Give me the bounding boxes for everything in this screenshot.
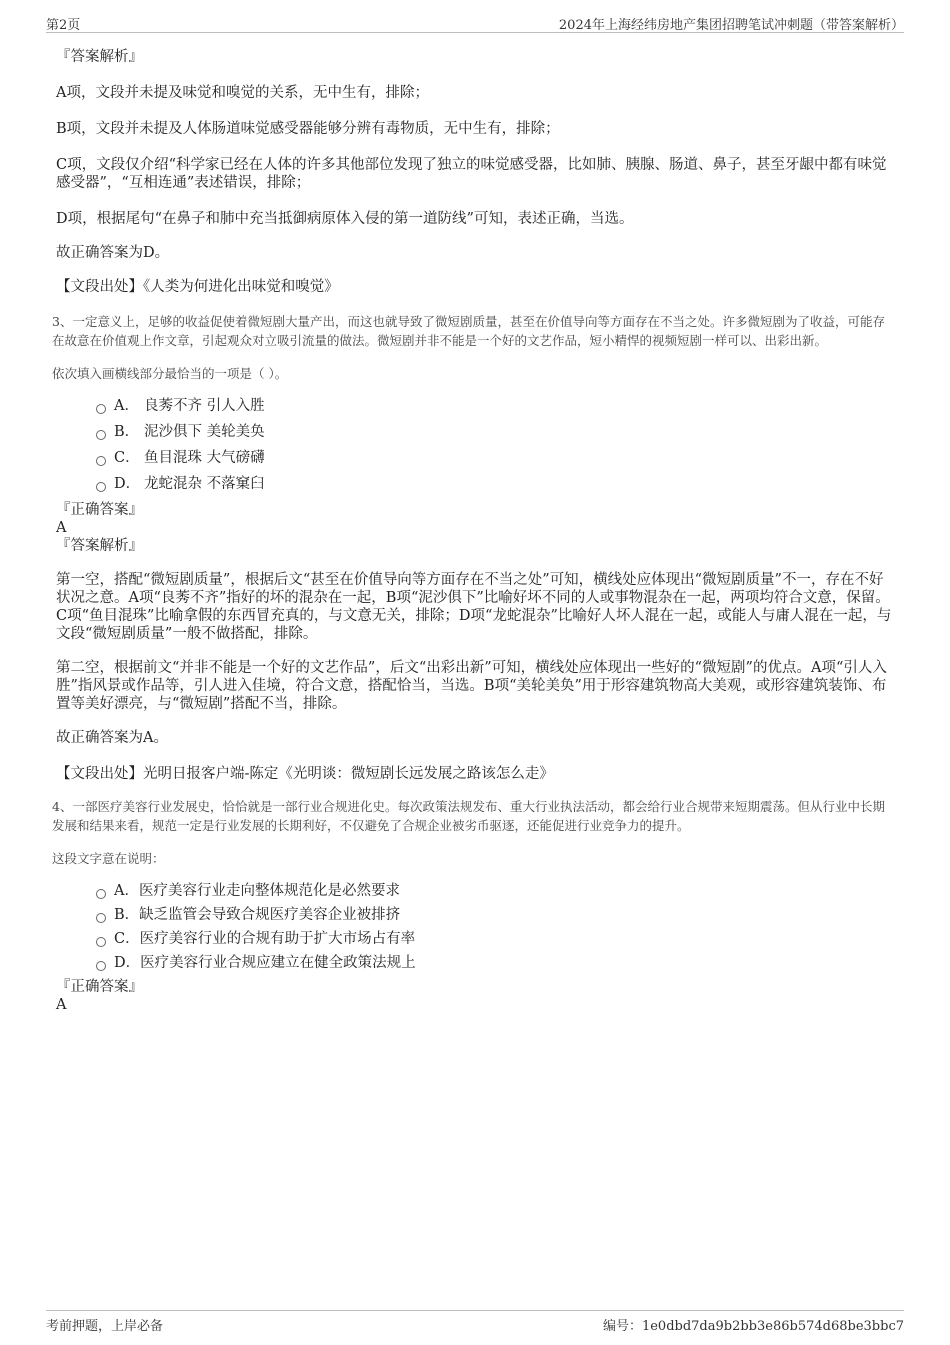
correct-answer: A: [56, 520, 67, 536]
question-4-options: [56, 882, 896, 978]
radio-icon[interactable]: [96, 961, 106, 971]
analysis-label: 『答案解析』: [56, 538, 143, 554]
correct-answer-label: 『正确答案』: [56, 979, 143, 995]
source: 【文段出处】《人类为何进化出味觉和嗅觉》: [56, 279, 339, 295]
radio-icon[interactable]: [96, 430, 106, 440]
conclusion: 故正确答案为D。: [56, 245, 170, 261]
option-a[interactable]: A．医疗美容行业走向整体规范化是必然要求: [96, 882, 896, 906]
page-number: 第2页: [46, 18, 81, 33]
option-b[interactable]: B． 泥沙俱下 美轮美奂: [96, 423, 896, 449]
analysis-label: 『答案解析』: [56, 49, 143, 65]
question-3-prompt: 依次填入画横线部分最恰当的一项是（ ）。: [52, 366, 288, 381]
document-id: 编号：1e0dbd7da9b2bb3e86b574d68be3bbc7: [602, 1319, 904, 1334]
page-header: [46, 12, 904, 33]
page-footer: [46, 1310, 904, 1333]
option-c[interactable]: C．医疗美容行业的合规有助于扩大市场占有率: [96, 930, 896, 954]
question-3-stem: 3、一定意义上，足够的收益促使着微短剧大量产出，而这也就导致了微短剧质量，甚至在价值导向等方面存在不当之处。许多微短剧为了收益，可能存在故意在价值观上作文章，引起观众对立吸引流量的做法。微短剧并非不能是一个好的文艺作品，短小精悍的视频短剧一样可以、出彩出新。: [52, 314, 885, 348]
analysis-paragraph-2: 第二空，根据前文“并非不能是一个好的文艺作品”，后文“出彩出新”可知，横线处应体现出一些好的“微短剧”的优点。A项“引人入胜”指风景或作品等，引人进入佳境，符合文意，搭配恰当，当选。B项“美轮美奂”用于形容建筑物高大美观，或形容建筑装饰、布置等美好漂亮，与“微短剧”搭配不当，排除。: [56, 660, 887, 712]
question-4-stem: 4、一部医疗美容行业发展史，恰恰就是一部行业合规进化史。每次政策法规发布、重大行业执法活动，都会给行业合规带来短期震荡。但从行业中长期发展和结果来看，规范一定是行业发展的长期利好，不仅避免了合规企业被劣币驱逐，还能促进行业竞争力的提升。: [52, 799, 885, 833]
footer-slogan: 考前押题，上岸必备: [46, 1319, 164, 1334]
analysis-c: C项，文段仅介绍“科学家已经在人体的许多其他部位发现了独立的味觉感受器，比如肺、胰腺、肠道、鼻子，甚至牙龈中都有味觉感受器”，“互相连通”表述错误，排除；: [56, 157, 887, 191]
question-3-options: [56, 397, 896, 501]
analysis-d: D项，根据尾句“在鼻子和肺中充当抵御病原体入侵的第一道防线”可知，表述正确，当选。: [56, 211, 634, 227]
radio-icon[interactable]: [96, 404, 106, 414]
page-content: [52, 44, 896, 1014]
radio-icon[interactable]: [96, 482, 106, 492]
analysis-b: B项，文段并未提及人体肠道味觉感受器能够分辨有毒物质，无中生有，排除；: [56, 121, 560, 137]
option-d[interactable]: D． 龙蛇混杂 不落窠臼: [96, 475, 896, 501]
analysis-a: A项，文段并未提及味觉和嗅觉的关系，无中生有，排除；: [56, 85, 429, 101]
option-b[interactable]: B．缺乏监管会导致合规医疗美容企业被排挤: [96, 906, 896, 930]
option-c[interactable]: C． 鱼目混珠 大气磅礴: [96, 449, 896, 475]
correct-answer: A: [56, 997, 67, 1013]
option-a[interactable]: A． 良莠不齐 引人入胜: [96, 397, 896, 423]
question-4-prompt: 这段文字意在说明：: [52, 851, 165, 866]
option-d[interactable]: D．医疗美容行业合规应建立在健全政策法规上: [96, 954, 896, 978]
analysis-paragraph-1: 第一空，搭配“微短剧质量”，根据后文“甚至在价值导向等方面存在不当之处”可知，横线处应体现出“微短剧质量”不一，存在不好状况之意。A项“良莠不齐”指好的坏的混杂在一起，B项“泥沙俱下”比喻好坏不同的人或事物混杂在一起，两项均符合文意，保留。C项“鱼目混珠”比喻拿假的东西冒充真的，与文意无关，排除；D项“龙蛇混杂”比喻好人坏人混在一起，或能人与庸人混在一起，与文段“微短剧质量”一般不做搭配，排除。: [56, 572, 892, 642]
correct-answer-label: 『正确答案』: [56, 502, 143, 518]
conclusion: 故正确答案为A。: [56, 730, 168, 746]
radio-icon[interactable]: [96, 937, 106, 947]
source: 【文段出处】光明日报客户端-陈定《光明谈：微短剧长远发展之路该怎么走》: [56, 766, 554, 782]
document-title: 2024年上海经纬房地产集团招聘笔试冲刺题（带答案解析）: [558, 18, 904, 33]
radio-icon[interactable]: [96, 456, 106, 466]
radio-icon[interactable]: [96, 913, 106, 923]
radio-icon[interactable]: [96, 889, 106, 899]
